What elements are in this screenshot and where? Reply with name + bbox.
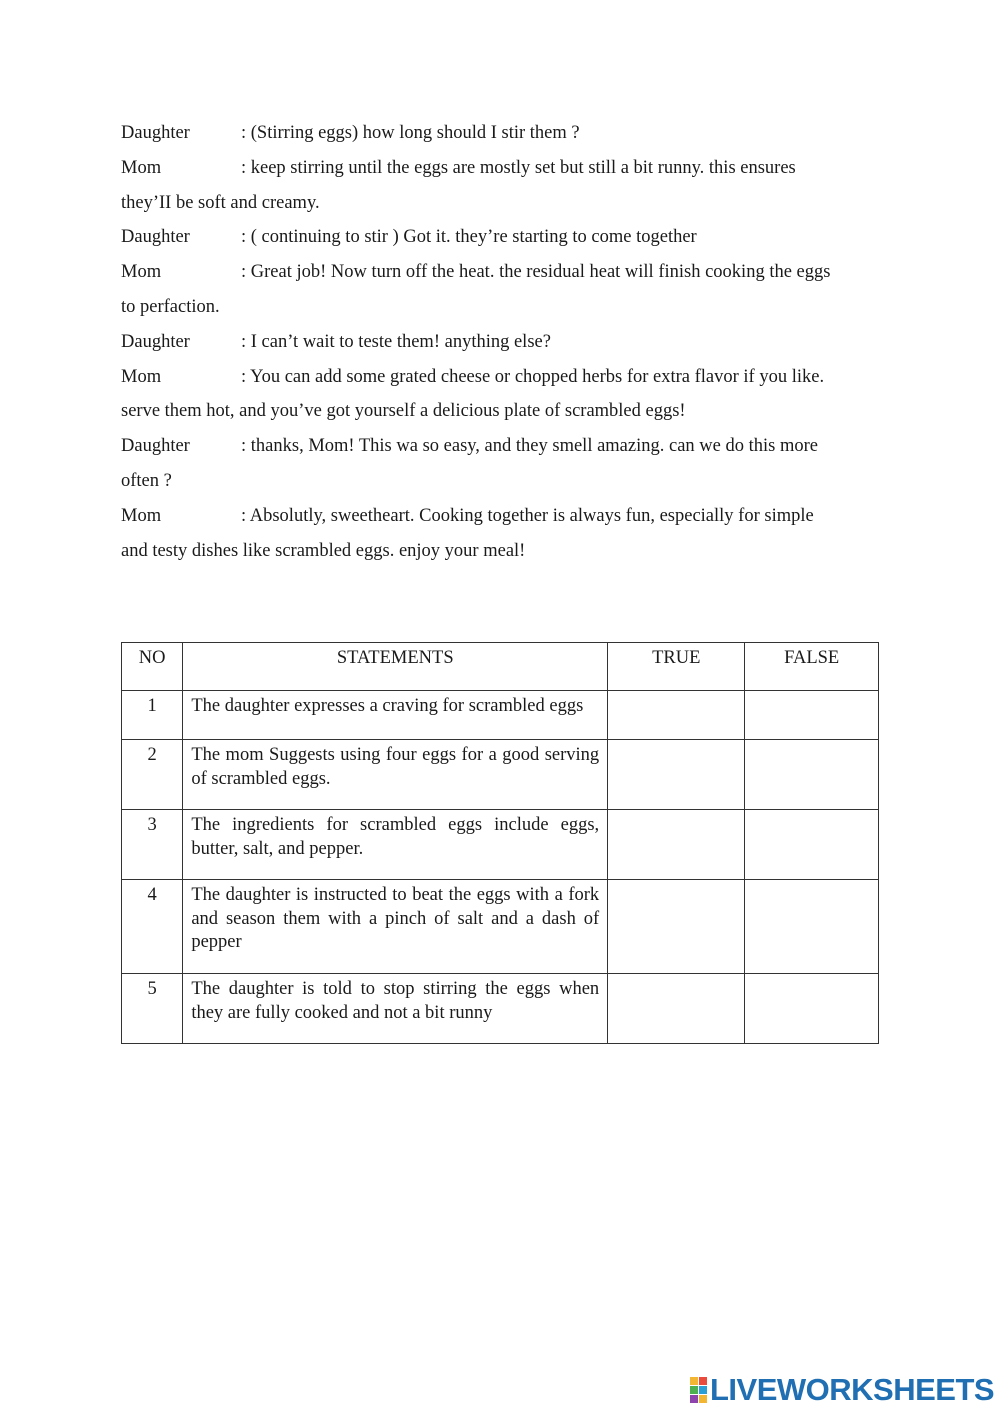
header-true: TRUE xyxy=(608,643,745,691)
dialogue-line-continuation: and testy dishes like scrambled eggs. enjoy your meal! xyxy=(121,540,526,561)
header-statements: STATEMENTS xyxy=(183,643,608,691)
table-row xyxy=(122,691,879,740)
speaker: Mom xyxy=(121,505,162,526)
logo-text: LIVEWORKSHEETS xyxy=(710,1372,995,1407)
row-number: 1 xyxy=(122,691,183,740)
liveworksheets-logo[interactable] xyxy=(690,1372,994,1408)
dialogue-line xyxy=(121,325,879,360)
line-text: : thanks, Mom! This wa so easy, and they smell amazing. can we do this more xyxy=(241,436,818,457)
speaker: Mom xyxy=(121,366,162,387)
table-row xyxy=(122,810,879,880)
logo-mark-square xyxy=(690,1395,698,1403)
line-text: : You can add some grated cheese or chopped herbs for extra flavor if you like. xyxy=(241,366,825,387)
true-false-table xyxy=(121,642,879,1044)
speaker: Mom xyxy=(121,262,162,283)
table-row xyxy=(122,740,879,810)
logo-mark-square xyxy=(699,1395,707,1403)
false-answer-cell[interactable] xyxy=(745,691,879,740)
statement-text: The daughter is instructed to beat the eggs with a fork and season them with a pinch of salt and a dash of pepper xyxy=(183,880,608,974)
line-text: : keep stirring until the eggs are mostly set but still a bit runny. this ensures xyxy=(241,157,796,178)
dialogue-line xyxy=(121,116,879,151)
line-text: : ( continuing to stir ) Got it. they’re starting to come together xyxy=(241,227,697,248)
line-text: : Great job! Now turn off the heat. the residual heat will finish cooking the eggs xyxy=(241,262,831,283)
logo-mark-square xyxy=(690,1386,698,1394)
table-row xyxy=(122,974,879,1044)
speaker: Mom xyxy=(121,157,162,178)
line-text: : I can’t wait to teste them! anything else? xyxy=(241,331,551,352)
header-no: NO xyxy=(122,643,183,691)
speaker: Daughter xyxy=(121,123,190,143)
header-false: FALSE xyxy=(745,643,879,691)
liveworksheets-logo-icon xyxy=(690,1377,706,1403)
true-answer-cell[interactable] xyxy=(608,880,745,974)
dialogue-line-continuation: serve them hot, and you’ve got yourself a delicious plate of scrambled eggs! xyxy=(121,401,686,422)
row-number: 3 xyxy=(122,810,183,880)
statement-text: The ingredients for scrambled eggs include eggs, butter, salt, and pepper. xyxy=(183,810,608,880)
dialogue-line xyxy=(121,499,879,534)
speaker: Daughter xyxy=(121,227,190,248)
true-answer-cell[interactable] xyxy=(608,810,745,880)
dialogue-line-continuation: often ? xyxy=(121,470,172,491)
dialogue-line xyxy=(121,255,879,290)
statement-text: The daughter is told to stop stirring the eggs when they are fully cooked and not a bit runny xyxy=(183,974,608,1044)
dialogue-line xyxy=(121,220,879,255)
statement-text: The daughter expresses a craving for scrambled eggs xyxy=(183,691,608,740)
row-number: 4 xyxy=(122,880,183,974)
row-number: 2 xyxy=(122,740,183,810)
line-text: : (Stirring eggs) how long should I stir them ? xyxy=(241,123,580,143)
false-answer-cell[interactable] xyxy=(745,974,879,1044)
dialogue-line xyxy=(121,360,879,395)
false-answer-cell[interactable] xyxy=(745,740,879,810)
true-answer-cell[interactable] xyxy=(608,740,745,810)
dialogue-line xyxy=(121,151,879,186)
true-answer-cell[interactable] xyxy=(608,691,745,740)
row-number: 5 xyxy=(122,974,183,1044)
logo-mark-square xyxy=(699,1377,707,1385)
dialogue-line-continuation: they’II be soft and creamy. xyxy=(121,192,320,213)
logo-mark-square xyxy=(699,1386,707,1394)
true-answer-cell[interactable] xyxy=(608,974,745,1044)
line-text: : Absolutly, sweetheart. Cooking together is always fun, especially for simple xyxy=(241,505,814,526)
dialogue xyxy=(121,116,879,568)
speaker: Daughter xyxy=(121,331,190,352)
table-header-row xyxy=(122,643,879,691)
false-answer-cell[interactable] xyxy=(745,810,879,880)
logo-mark-square xyxy=(690,1377,698,1385)
statement-text: The mom Suggests using four eggs for a good serving of scrambled eggs. xyxy=(183,740,608,810)
dialogue-line-continuation: to perfaction. xyxy=(121,296,220,317)
table-row xyxy=(122,880,879,974)
speaker: Daughter xyxy=(121,436,190,457)
dialogue-line xyxy=(121,429,879,464)
false-answer-cell[interactable] xyxy=(745,880,879,974)
